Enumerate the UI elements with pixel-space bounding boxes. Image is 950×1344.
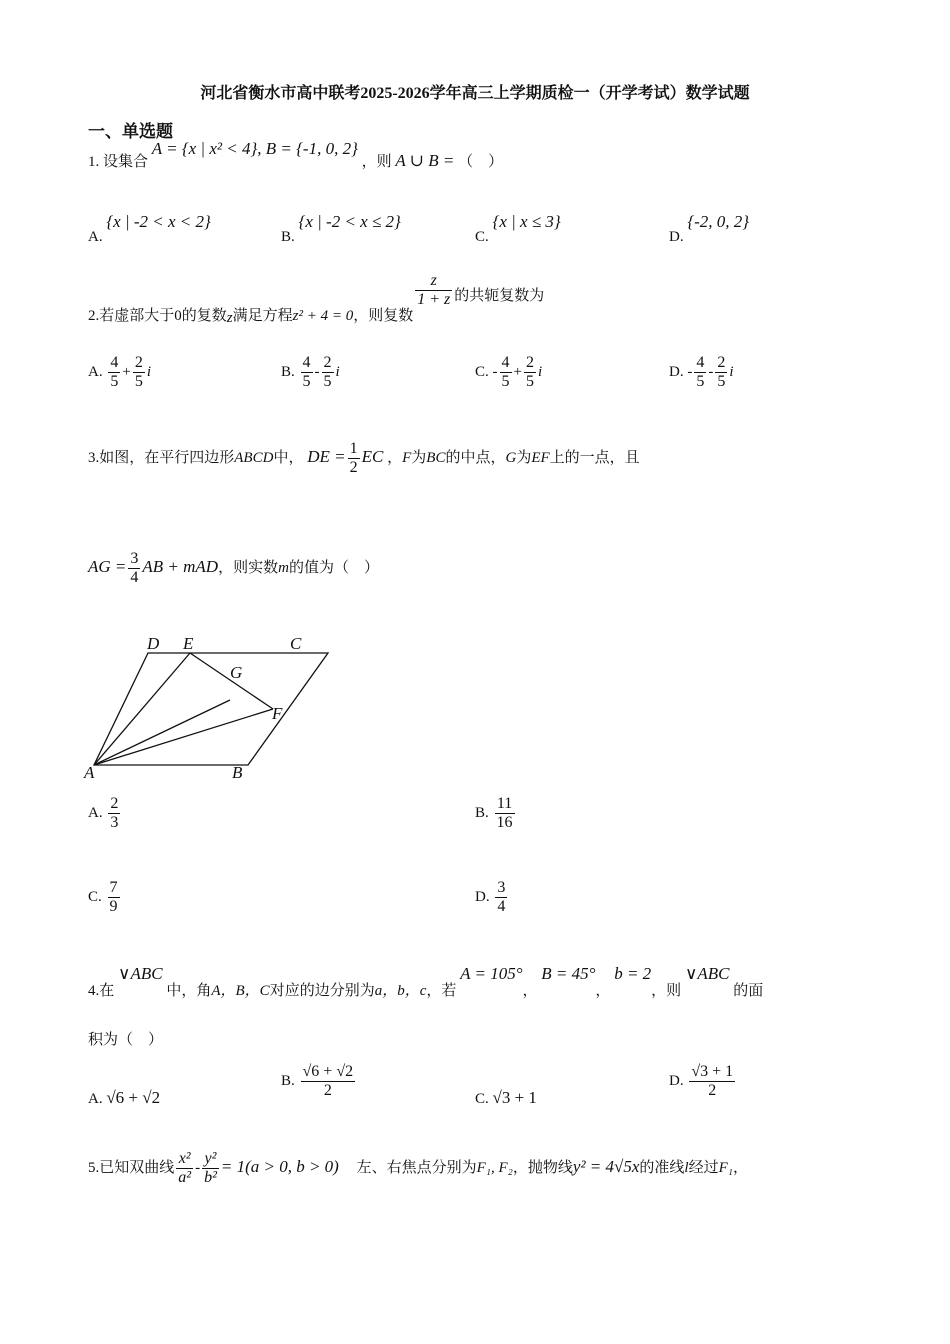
question-text: 中，角 [166,983,212,999]
option-label: D. [669,1072,684,1089]
question-text: 满足方程 [232,307,293,324]
question-text: ， [733,1159,749,1176]
label-c: C [290,634,302,653]
label-f: F [272,704,283,723]
fraction [301,1063,356,1100]
denominator: 4 [497,898,506,915]
condition-side-b: b = 2 [614,964,652,983]
variable-m: m [278,559,289,576]
punctuation: ， [595,983,611,999]
option-label: D. [475,888,490,905]
fraction-z-over-1-plus-z [415,272,452,309]
question-number: 1. [88,154,100,170]
numerator: 4 [110,354,119,371]
question-number: 2. [88,307,100,324]
fraction [495,795,515,832]
numerator: 7 [109,879,118,896]
fraction [133,354,145,391]
option-label: A. [88,1091,103,1107]
q2-option-d[interactable] [669,354,734,391]
option-label: C. [88,888,102,905]
denominator: 5 [501,373,510,390]
numerator: 4 [501,354,510,371]
numerator: 2 [134,354,143,371]
numerator: 11 [496,795,513,812]
fraction-three-quarters [128,550,140,587]
fraction-y2-b2 [202,1150,219,1187]
fraction [108,879,120,916]
denominator: 5 [525,373,534,390]
option-value: {x | -2 < x ≤ 2} [298,212,401,231]
fraction [301,354,313,391]
fraction [322,354,334,391]
q4-option-d[interactable] [669,1063,737,1100]
parabola-equation: y² = 4√5x [572,1156,640,1176]
numerator: z [430,272,437,289]
q3-option-b[interactable] [475,795,517,832]
option-label: C. [475,1091,489,1107]
option-label: A. [88,804,103,821]
set-b: , B = {-1, 0, 2} [257,139,358,158]
option-value: {-2, 0, 2} [687,212,750,231]
label-a: A [84,763,95,782]
q1-option-c[interactable] [475,212,561,245]
triangle-abc: ∨ABC [684,964,730,983]
angles: A，B，C [211,983,270,999]
operator: + [513,363,522,380]
variable-z: z [226,309,233,326]
question-5 [88,1150,748,1187]
denominator: 2 [301,1081,356,1100]
question-text: 的准线 [639,1159,685,1176]
imaginary-unit: i [335,363,340,380]
question-text: 设集合 [103,154,149,170]
numerator: 4 [302,354,311,371]
option-label: B. [281,363,295,380]
question-text: 经过 [688,1159,719,1176]
vector-de: DE = [307,446,346,466]
directrix-l: l [684,1159,689,1176]
option-value: {x | -2 < x < 2} [106,212,211,231]
vector-ec: EC [361,446,384,466]
question-text: ，则复数 [353,307,414,324]
segment-bc: BC [426,449,446,466]
denominator: b² [204,1169,217,1186]
numerator: 2 [525,354,534,371]
fraction-x2-a2 [176,1150,193,1187]
point-g: G [505,449,517,466]
sign: - [492,363,498,380]
focus-f1: F₁ [718,1159,733,1176]
question-text: 左、右焦点分别为 [356,1159,477,1176]
q4-option-a[interactable] [88,1088,160,1108]
question-text: ，则 [651,983,682,999]
question-text: ，若 [426,983,457,999]
question-3-line-2 [88,550,379,587]
question-text: 如图，在平行四边形 [99,449,235,466]
question-text: ， [387,449,403,466]
numerator: 2 [323,354,332,371]
question-1 [88,139,504,171]
option-label: D. [669,229,684,245]
q3-option-d[interactable] [475,879,509,916]
triangle-abc: ∨ABC [118,964,163,983]
condition-angle-a: A = 105° [460,964,523,983]
question-text: 在 [99,983,115,999]
question-text: 对应的边分别为 [269,983,375,999]
fraction [694,354,706,391]
denominator: 4 [130,569,139,586]
fraction [689,1063,735,1100]
vector-expression: AB + mAD [142,556,219,576]
segment-af [94,709,273,765]
parallelogram-name: ABCD [234,449,274,466]
segment-ag [94,700,230,765]
punctuation: ， [522,983,538,999]
segment-ae [94,653,190,765]
equation: z² + 4 = 0 [292,307,354,324]
operator: - [314,363,320,380]
q3-option-a[interactable] [88,795,122,832]
question-text: ，则实数 [218,559,279,576]
question-text: ，则 [361,154,392,170]
set-a: A = {x | x² < 4} [151,139,258,158]
q2-option-b[interactable] [281,354,340,391]
numerator: √3 + 1 [691,1063,734,1080]
fraction [524,354,536,391]
operator: - [708,363,714,380]
q4-option-b[interactable] [281,1063,357,1100]
hyperbola-condition: = 1(a > 0, b > 0) [220,1156,339,1176]
question-text: 的复数 [181,307,227,324]
question-text: 为 [516,449,532,466]
denominator: 16 [496,814,513,831]
question-2 [88,272,545,326]
numerator: 1 [349,440,358,457]
label-g: G [230,663,243,682]
fraction [108,354,120,391]
option-label: A. [88,229,103,245]
option-label: A. [88,363,103,380]
option-label: B. [281,1072,295,1089]
numerator: y² [204,1150,217,1167]
sign: - [687,363,693,380]
denominator: 1 + z [417,291,451,308]
point-f: F [402,449,412,466]
vector-ag: AG = [88,556,127,576]
fraction [500,354,512,391]
operator: + [122,363,131,380]
parallelogram-figure [80,630,350,785]
question-text: 上的一点，且 [549,449,640,466]
numerator: 3 [130,550,139,567]
fraction [495,879,507,916]
denominator: 5 [323,373,332,390]
fraction [108,795,120,832]
q2-option-c[interactable] [475,354,542,391]
numerator: 2 [717,354,726,371]
question-text: 的面 [733,983,764,999]
section-heading: 一、单选题 [88,122,173,141]
question-text: ，抛物线 [512,1159,573,1176]
label-b: B [232,763,243,782]
denominator: 2 [349,459,358,476]
denominator: 5 [696,373,705,390]
union-expression: A ∪ B = [395,151,455,170]
imaginary-unit: i [146,363,151,380]
option-value: √3 + 1 [492,1088,537,1107]
question-number: 3. [88,449,100,466]
question-text: 若虚部大于 [99,307,175,324]
q1-option-b[interactable] [281,212,401,245]
q4-option-c[interactable] [475,1088,537,1108]
numerator: √6 + √2 [302,1063,354,1080]
fraction [715,354,727,391]
exam-title: 河北省衡水市高中联考2025-2026学年高三上学期质检一（开学考试）数学试题 [200,85,750,102]
question-text: 为 [411,449,427,466]
denominator: 5 [134,373,143,390]
question-4 [88,963,764,999]
imaginary-unit: i [729,363,734,380]
numerator: 3 [497,879,506,896]
condition-angle-b: B = 45° [541,964,596,983]
question-3 [88,440,640,477]
numerator: 2 [110,795,119,812]
question-number: 4. [88,983,100,999]
label-e: E [183,634,194,653]
q2-option-a[interactable] [88,354,151,391]
option-value: √6 + √2 [106,1088,161,1107]
imaginary-unit: i [537,363,543,380]
question-text: 的共轭复数为 [454,287,545,304]
denominator: 5 [110,373,119,390]
numerator: 4 [696,354,705,371]
numerator: x² [178,1150,191,1167]
question-number: 5. [88,1159,100,1176]
denominator: 5 [302,373,311,390]
option-label: C. [475,363,489,380]
denominator: 5 [717,373,726,390]
question-text: 已知双曲线 [99,1159,175,1176]
q3-option-c[interactable] [88,879,122,916]
segment-ef: EF [531,449,550,466]
denominator: 2 [689,1081,735,1100]
option-label: C. [475,229,489,245]
operator: - [195,1159,201,1176]
denominator: a² [178,1169,192,1186]
fraction-half [348,440,360,477]
question-text: 的值为（ ） [288,559,379,576]
option-value: {x | x ≤ 3} [492,212,561,231]
question-text: 中， [273,449,304,466]
option-label: B. [475,804,489,821]
question-text: 的中点， [445,449,506,466]
q1-option-a[interactable] [88,212,211,245]
foci: F₁, F₂ [476,1159,513,1176]
label-d: D [147,634,160,653]
option-label: B. [281,229,295,245]
option-label: D. [669,363,684,380]
question-4-line-2: 积为（ ） [88,1032,164,1048]
denominator: 3 [110,814,119,831]
number-zero: 0 [174,307,182,324]
answer-blank: （ ） [458,154,504,170]
sides: a，b，c [374,983,427,999]
denominator: 9 [109,898,118,915]
q1-option-d[interactable] [669,212,750,245]
